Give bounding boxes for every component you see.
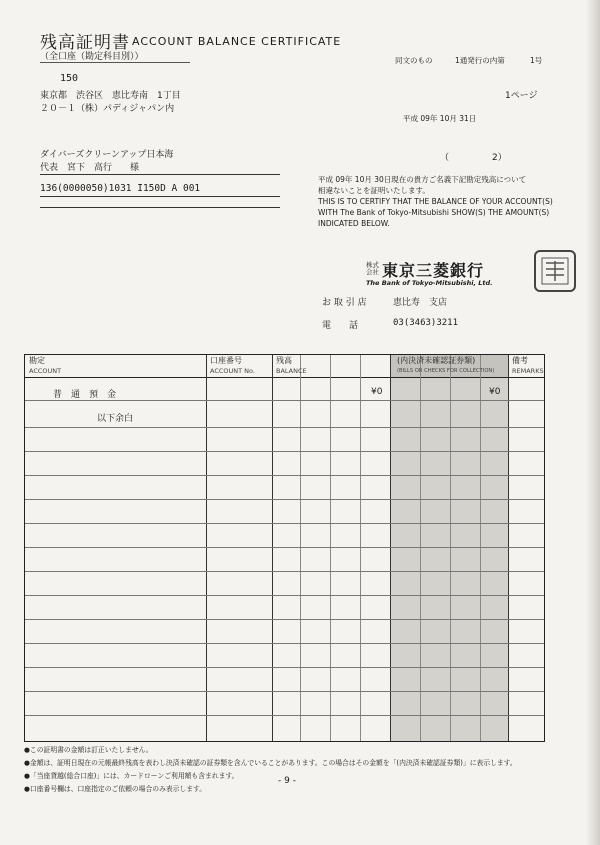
- paren-left: （: [440, 153, 450, 163]
- cert-en-line-2: WITH The Bank of Tokyo-Mitsubishi SHOW(S) THE AMOUNT(S): [318, 208, 550, 217]
- row-line: [25, 499, 544, 500]
- header-account-no: [210, 356, 255, 376]
- row-line: [25, 667, 544, 668]
- cert-jp-line-2: 相違ないことを証明いたします。: [318, 186, 430, 195]
- col-line: [206, 355, 207, 741]
- cert-jp-line-1: 平成 09年 10月 30日現在の貴方ご名義下記勘定残高について: [318, 175, 527, 184]
- recipient-rule-2: [40, 196, 280, 197]
- page-number: - 9 -: [278, 776, 296, 786]
- representative-name: 代表 宮下 高行 様: [40, 163, 140, 173]
- header-remarks-en: REMARKS: [512, 367, 544, 375]
- recipient-rule-1: [40, 174, 280, 175]
- branch-label: お 取 引 店: [322, 298, 367, 308]
- header-bills-en: (BILLS OR CHECKS FOR COLLECTION): [397, 368, 495, 374]
- paren-right: 2）: [492, 153, 507, 163]
- col-line: [272, 355, 273, 741]
- digit-line: [420, 355, 421, 741]
- digit-line: [330, 355, 331, 741]
- digit-line: [450, 355, 451, 741]
- issue-date: 平成 09年 10月 31日: [403, 114, 477, 123]
- header-number-jp: 口座番号: [210, 356, 242, 365]
- header-account-en: ACCOUNT: [29, 367, 62, 375]
- header-balance: [276, 356, 307, 376]
- postal-code: 150: [60, 73, 79, 84]
- row-bills: ¥0: [489, 387, 501, 397]
- page-edge-shadow: [586, 0, 600, 845]
- digit-line: [300, 355, 301, 741]
- footnote-1: ●この証明書の金額は訂正いたしません。: [24, 746, 153, 754]
- address-line-1: 東京都 渋谷区 恵比寿南 1丁目: [40, 91, 181, 101]
- recipient-rule-3: [40, 207, 280, 208]
- row-line: [25, 451, 544, 452]
- doc-ref-label: 同文のもの: [395, 56, 433, 65]
- row-line: [25, 400, 544, 401]
- digit-line: [360, 355, 361, 741]
- header-account: [29, 356, 61, 376]
- company-name: ダイバーズクリーンアップ日本海: [40, 150, 174, 160]
- phone-label: 電 話: [322, 321, 359, 331]
- page-title-en: ACCOUNT BALANCE CERTIFICATE: [132, 35, 342, 48]
- header-bills: [397, 356, 494, 376]
- header-remarks-jp: 備考: [512, 356, 528, 365]
- footnote-4: ●口座番号欄は、口座指定のご依頼の場合のみ表示します。: [24, 785, 207, 793]
- header-balance-jp: 残高: [276, 356, 292, 365]
- row-line: [25, 619, 544, 620]
- balance-table: [24, 354, 545, 742]
- row-line: [25, 691, 544, 692]
- row-line: [25, 427, 544, 428]
- row-account: 以下余白: [97, 414, 134, 424]
- digit-line: [480, 355, 481, 741]
- footnote-3: ●「当座貸越(総合口座)」には、カードローンご利用額も含まれます。: [24, 772, 239, 780]
- account-code: 136(0000050)1031 I150D A 001: [40, 183, 201, 194]
- bills-column-shade: [390, 355, 508, 741]
- row-account: 普 通 預 金: [53, 390, 117, 400]
- bank-seal-stamp: [532, 248, 578, 294]
- page-subtitle: （全口座（勘定科目別））: [40, 52, 144, 62]
- header-account-jp: 勘定: [29, 356, 45, 365]
- row-line: [25, 523, 544, 524]
- header-remarks: [512, 356, 544, 376]
- row-line: [25, 475, 544, 476]
- header-bills-jp: (内決済未確認証券類): [397, 356, 476, 365]
- row-line: [25, 547, 544, 548]
- page-label: 1ページ: [505, 91, 538, 101]
- page-title-jp: 残高証明書: [40, 33, 130, 53]
- cert-en-line-1: THIS IS TO CERTIFY THAT THE BALANCE OF YOUR ACCOUNT(S): [318, 197, 553, 206]
- bank-company-label: 株式会社: [366, 261, 379, 276]
- bank-name-jp: 東京三菱銀行: [382, 261, 485, 280]
- address-line-2: ２０－１（株）パディジャパン内: [40, 104, 175, 114]
- title-underline: [40, 62, 190, 63]
- cert-en-line-3: INDICATED BELOW.: [318, 219, 390, 228]
- col-line: [508, 355, 509, 741]
- branch-value: 恵比寿 支店: [393, 298, 448, 308]
- row-line: [25, 715, 544, 716]
- doc-ref-value: 1通発行の内第: [455, 56, 505, 65]
- row-line: [25, 571, 544, 572]
- col-line: [390, 355, 391, 741]
- footnote-2: ●金額は、証明日現在の元帳最終残高を表わし決済未確認の証券類を含んでいることがあります。この場合はその金額を「(内決済未確認証券類)」に表示します。: [24, 759, 517, 767]
- bank-name-en: The Bank of Tokyo-Mitsubishi, Ltd.: [366, 279, 493, 287]
- doc-ref-number: 1号: [530, 56, 543, 65]
- header-balance-en: BALANCE: [276, 367, 307, 375]
- row-line: [25, 643, 544, 644]
- header-number-en: ACCOUNT No.: [210, 367, 255, 375]
- row-balance: ¥0: [371, 387, 383, 397]
- phone-value: 03(3463)3211: [393, 318, 459, 328]
- row-line: [25, 595, 544, 596]
